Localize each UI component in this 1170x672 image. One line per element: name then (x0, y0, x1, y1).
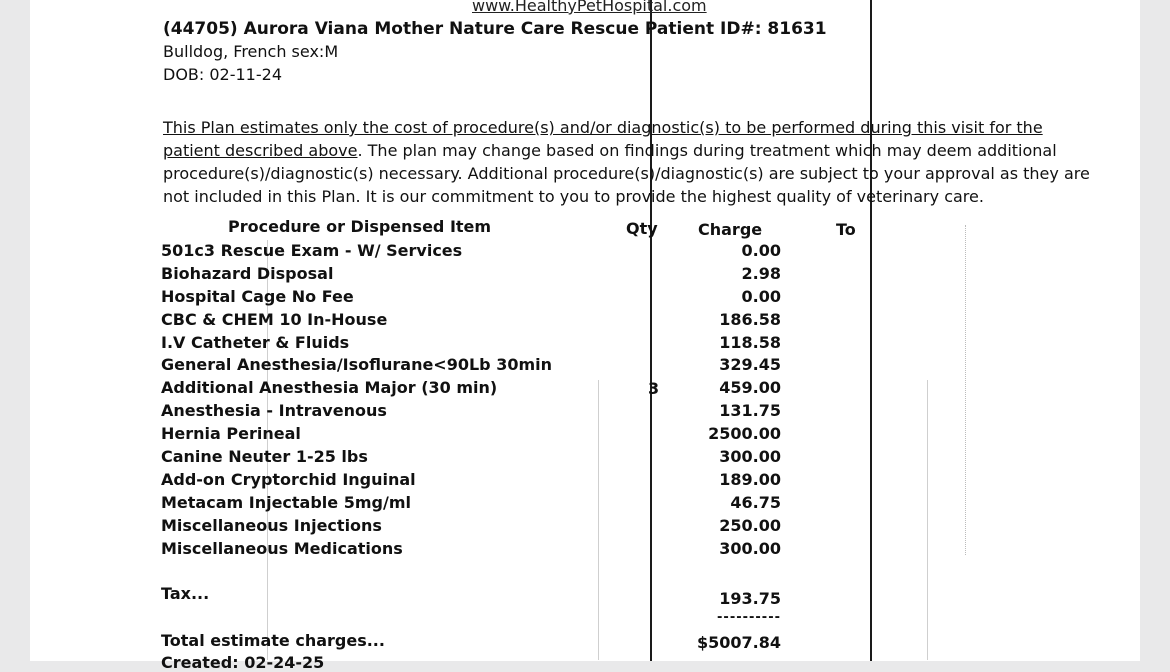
item-name: Additional Anesthesia Major (30 min) (161, 378, 498, 398)
tax-label: Tax... (161, 584, 210, 603)
estimate-document-page (30, 0, 1140, 672)
item-charge: 300.00 (719, 447, 781, 467)
item-charge: 2500.00 (708, 424, 781, 444)
table-row (161, 332, 781, 355)
item-name: I.V Catheter & Fluids (161, 332, 350, 352)
item-name: 501c3 Rescue Exam - W/ Services (161, 241, 463, 260)
item-name: Hernia Perineal (161, 424, 301, 444)
item-name: Biohazard Disposal (161, 263, 334, 283)
column-header-item: Procedure or Dispensed Item (228, 217, 492, 236)
table-row (161, 354, 781, 377)
table-row (161, 240, 781, 263)
table-row (161, 400, 781, 423)
total-value: $5007.84 (696, 633, 781, 652)
estimate-disclaimer (163, 116, 1101, 208)
item-name: Hospital Cage No Fee (161, 286, 354, 306)
item-name: CBC & CHEM 10 In-House (161, 309, 388, 329)
disclaimer-underlined: This Plan estimates only the cost of procedure(s) and/or diagnostic(s) to be performed during this visit for the patient described above (163, 118, 1043, 160)
item-charge: 459.00 (719, 378, 781, 398)
item-charge: 0.00 (741, 286, 781, 306)
item-charge: 118.58 (719, 332, 781, 352)
breed-sex-line: Bulldog, French sex:M (163, 42, 339, 61)
table-row (161, 538, 781, 561)
item-name: General Anesthesia/Isoflurane<90Lb 30min (161, 355, 553, 375)
table-row (161, 492, 781, 515)
item-charge: 300.00 (719, 538, 781, 558)
item-charge: 2.98 (741, 263, 781, 283)
qty-fragment: 3 (648, 379, 660, 398)
dob-line: DOB: 02-11-24 (163, 65, 282, 84)
item-name: Add-on Cryptorchid Inguinal (161, 469, 416, 489)
column-header-charge: Charge (698, 220, 763, 239)
item-name: Canine Neuter 1-25 lbs (161, 447, 368, 467)
item-name: Miscellaneous Injections (161, 515, 382, 535)
tax-value: 193.75 (719, 589, 781, 608)
table-row (161, 469, 781, 492)
item-charge: 131.75 (719, 401, 781, 421)
faint-guide-line (927, 380, 928, 660)
total-separator: ---------- (717, 610, 781, 625)
item-charge: 0.00 (741, 241, 781, 260)
item-name: Metacam Injectable 5mg/ml (161, 492, 411, 512)
disclaimer-rest: . The plan may change based on findings during treatment which may deem additional procedure(s)/diagnostic(s) necessary. Additional procedure(s)/diagnostic(s) are subject to your approval as they are not included in this Plan. It is our commitment to you to provide the highest quality of veterinary care. (163, 141, 1090, 206)
table-row (161, 309, 781, 332)
item-charge: 250.00 (719, 515, 781, 535)
line-items-table (161, 240, 781, 560)
created-date-partial: Created: 02-24-25 (161, 653, 325, 672)
item-name: Anesthesia - Intravenous (161, 401, 387, 421)
dotted-guide-line (965, 225, 966, 555)
total-label: Total estimate charges... (161, 631, 385, 650)
table-row (161, 446, 781, 469)
item-name: Miscellaneous Medications (161, 538, 403, 558)
column-header-qty: Qty (626, 219, 658, 238)
website-link[interactable]: www.HealthyPetHospital.com (472, 0, 707, 15)
column-header-total: To (836, 220, 856, 239)
item-charge: 189.00 (719, 469, 781, 489)
table-row (161, 263, 781, 286)
item-charge: 186.58 (719, 309, 781, 329)
item-charge: 329.45 (719, 355, 781, 375)
table-row (161, 377, 781, 400)
table-row (161, 515, 781, 538)
patient-title: (44705) Aurora Viana Mother Nature Care Rescue Patient ID#: 81631 (163, 19, 827, 39)
scan-line-right (870, 0, 872, 661)
table-row (161, 286, 781, 309)
table-row (161, 423, 781, 446)
item-charge: 46.75 (730, 492, 781, 512)
